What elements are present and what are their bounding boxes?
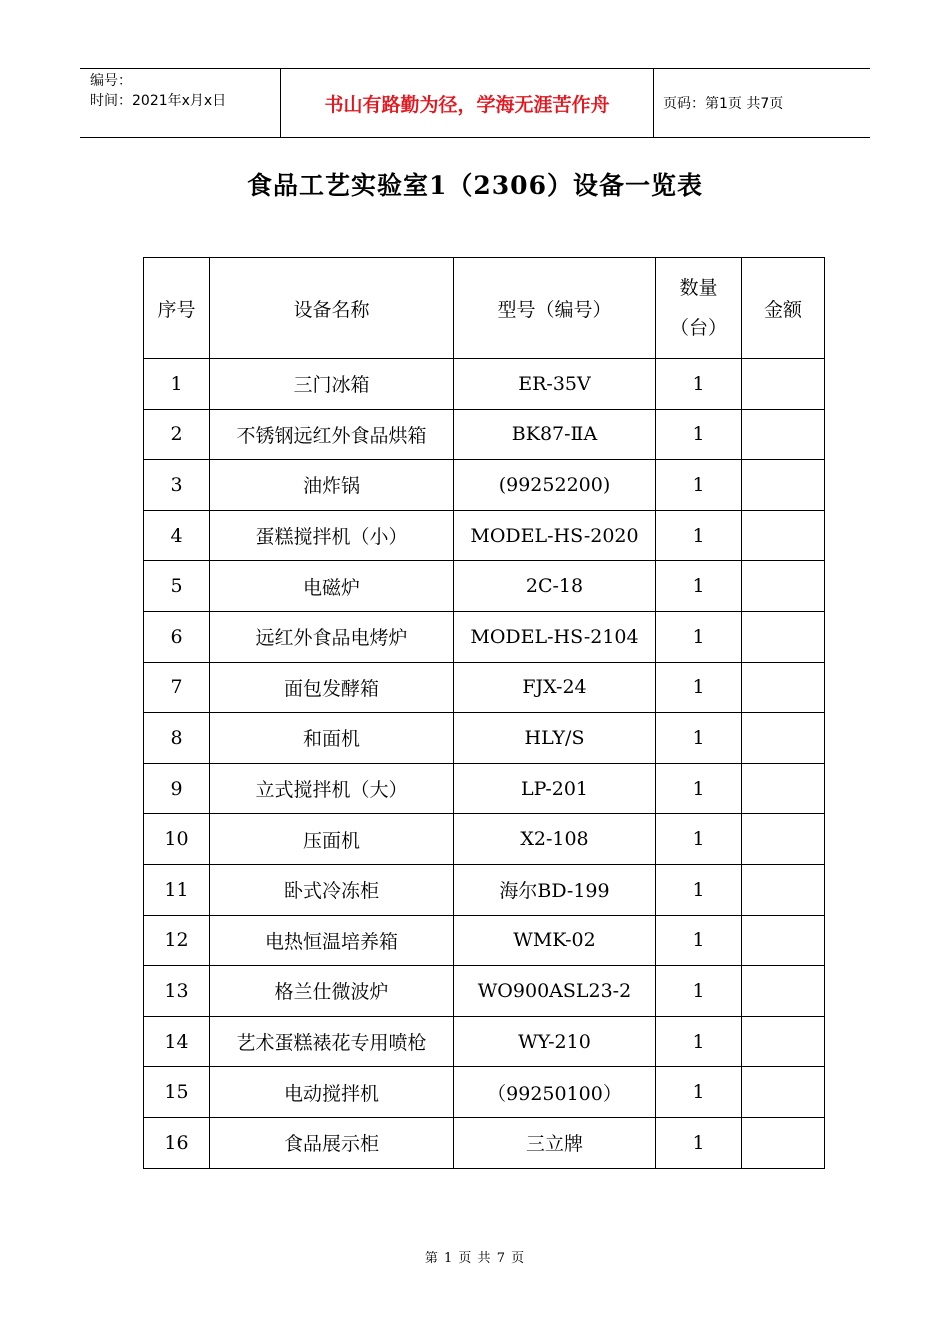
cell-name: 和面机 <box>210 713 454 764</box>
table-row <box>144 1117 825 1168</box>
cell-model: （99250100） <box>454 1067 656 1118</box>
cell-amount <box>742 460 825 511</box>
cell-qty: 1 <box>656 966 742 1017</box>
cell-qty: 1 <box>656 1067 742 1118</box>
cell-model: LP-201 <box>454 763 656 814</box>
cell-name: 格兰仕微波炉 <box>210 966 454 1017</box>
table-header-row <box>144 258 825 359</box>
table-row <box>144 966 825 1017</box>
cell-name: 不锈钢远红外食品烘箱 <box>210 409 454 460</box>
cell-model: WO900ASL23-2 <box>454 966 656 1017</box>
cell-model: (99252200) <box>454 460 656 511</box>
header-model: 型号（编号） <box>454 258 656 359</box>
cell-amount <box>742 1016 825 1067</box>
cell-qty: 1 <box>656 460 742 511</box>
cell-model: 2C-18 <box>454 561 656 612</box>
cell-name: 卧式冷冻柜 <box>210 864 454 915</box>
table-row <box>144 1067 825 1118</box>
document-title: 食品工艺实验室1（2306）设备一览表 <box>247 171 703 200</box>
header-qty <box>656 258 742 359</box>
cell-qty: 1 <box>656 713 742 764</box>
cell-qty: 1 <box>656 1117 742 1168</box>
page-footer: 第 1 页 共 7 页 <box>424 1251 526 1266</box>
table-row <box>144 510 825 561</box>
cell-name: 油炸锅 <box>210 460 454 511</box>
table-row <box>144 611 825 662</box>
cell-seq: 2 <box>144 409 210 460</box>
header-page-info: 页码：第1页 共7页 <box>663 96 784 112</box>
cell-name: 面包发酵箱 <box>210 662 454 713</box>
cell-name: 压面机 <box>210 814 454 865</box>
cell-amount <box>742 915 825 966</box>
header-seq: 序号 <box>144 258 210 359</box>
cell-qty: 1 <box>656 864 742 915</box>
cell-qty: 1 <box>656 814 742 865</box>
cell-name: 三门冰箱 <box>210 359 454 410</box>
cell-seq: 15 <box>144 1067 210 1118</box>
cell-qty: 1 <box>656 662 742 713</box>
cell-model: FJX-24 <box>454 662 656 713</box>
date-label: 时间：2021年x月x日 <box>90 93 227 109</box>
cell-name: 电磁炉 <box>210 561 454 612</box>
cell-amount <box>742 611 825 662</box>
table-row <box>144 915 825 966</box>
cell-qty: 1 <box>656 915 742 966</box>
cell-qty: 1 <box>656 409 742 460</box>
cell-qty: 1 <box>656 561 742 612</box>
cell-model: BK87-ⅡA <box>454 409 656 460</box>
table-row <box>144 763 825 814</box>
header-name: 设备名称 <box>210 258 454 359</box>
cell-seq: 9 <box>144 763 210 814</box>
cell-amount <box>742 864 825 915</box>
cell-model: ER-35V <box>454 359 656 410</box>
cell-seq: 5 <box>144 561 210 612</box>
cell-model: X2-108 <box>454 814 656 865</box>
cell-amount <box>742 1067 825 1118</box>
cell-model: HLY/S <box>454 713 656 764</box>
cell-qty: 1 <box>656 611 742 662</box>
cell-model: WY-210 <box>454 1016 656 1067</box>
cell-seq: 1 <box>144 359 210 410</box>
cell-model: MODEL-HS-2020 <box>454 510 656 561</box>
cell-name: 电动搅拌机 <box>210 1067 454 1118</box>
cell-amount <box>742 510 825 561</box>
cell-amount <box>742 1117 825 1168</box>
table-row <box>144 864 825 915</box>
header-qty-line2: （台） <box>669 317 727 339</box>
cell-seq: 14 <box>144 1016 210 1067</box>
cell-seq: 10 <box>144 814 210 865</box>
header-amount: 金额 <box>742 258 825 359</box>
cell-seq: 12 <box>144 915 210 966</box>
cell-amount <box>742 561 825 612</box>
cell-qty: 1 <box>656 359 742 410</box>
cell-name: 立式搅拌机（大） <box>210 763 454 814</box>
cell-qty: 1 <box>656 1016 742 1067</box>
cell-seq: 8 <box>144 713 210 764</box>
table-row <box>144 460 825 511</box>
table-row <box>144 359 825 410</box>
cell-amount <box>742 814 825 865</box>
cell-name: 远红外食品电烤炉 <box>210 611 454 662</box>
cell-model: 海尔BD-199 <box>454 864 656 915</box>
header-motto: 书山有路勤为径，学海无涯苦作舟 <box>281 69 654 137</box>
header-qty-line1: 数量 <box>679 277 718 299</box>
cell-name: 电热恒温培养箱 <box>210 915 454 966</box>
cell-model: 三立牌 <box>454 1117 656 1168</box>
cell-seq: 11 <box>144 864 210 915</box>
cell-seq: 6 <box>144 611 210 662</box>
header-meta <box>80 69 281 137</box>
table-row <box>144 713 825 764</box>
equipment-table <box>143 257 825 1169</box>
cell-qty: 1 <box>656 763 742 814</box>
cell-amount <box>742 763 825 814</box>
table-row <box>144 561 825 612</box>
table-row <box>144 1016 825 1067</box>
table-row <box>144 662 825 713</box>
table-row <box>144 814 825 865</box>
number-label: 编号： <box>90 73 132 89</box>
cell-amount <box>742 662 825 713</box>
cell-amount <box>742 966 825 1017</box>
cell-name: 蛋糕搅拌机（小） <box>210 510 454 561</box>
cell-model: MODEL-HS-2104 <box>454 611 656 662</box>
cell-amount <box>742 713 825 764</box>
cell-qty: 1 <box>656 510 742 561</box>
cell-seq: 16 <box>144 1117 210 1168</box>
cell-seq: 13 <box>144 966 210 1017</box>
cell-name: 食品展示柜 <box>210 1117 454 1168</box>
cell-model: WMK-02 <box>454 915 656 966</box>
cell-seq: 4 <box>144 510 210 561</box>
cell-name: 艺术蛋糕裱花专用喷枪 <box>210 1016 454 1067</box>
cell-amount <box>742 409 825 460</box>
table-row <box>144 409 825 460</box>
cell-seq: 3 <box>144 460 210 511</box>
cell-seq: 7 <box>144 662 210 713</box>
cell-amount <box>742 359 825 410</box>
page-header <box>80 68 870 138</box>
